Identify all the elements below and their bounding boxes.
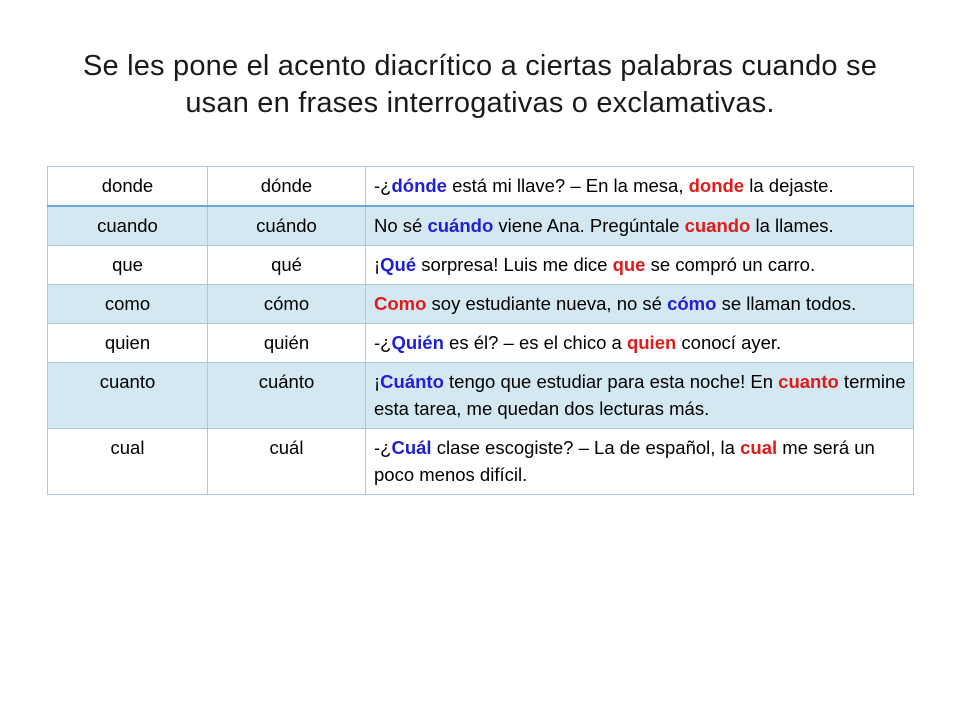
example-text: No sé <box>374 215 428 236</box>
example-text: está mi llave? – En la mesa, <box>446 175 689 196</box>
relative-highlight: cual <box>740 437 778 458</box>
table-body <box>48 167 914 495</box>
relative-highlight: cuando <box>684 215 751 236</box>
relative-highlight: donde <box>688 175 745 196</box>
slide-title-line-1: Se les pone el acento diacrítico a ciertas palabras cuando se <box>82 50 878 82</box>
example-text: la dejaste. <box>744 175 834 196</box>
interrogative-highlight: cuándo <box>427 215 494 236</box>
diacritic-words-table <box>47 166 914 495</box>
plain-word-cell: cuanto <box>48 363 208 429</box>
example-text: tengo que estudiar para esta noche! En <box>443 371 779 392</box>
example-text: -¿ <box>374 175 392 196</box>
plain-word-cell: quien <box>48 324 208 363</box>
accented-word-cell: dónde <box>208 167 366 207</box>
table-row <box>48 246 914 285</box>
interrogative-highlight: Quién <box>391 332 444 353</box>
plain-word-cell: cuando <box>48 206 208 246</box>
example-text: viene Ana. Pregúntale <box>493 215 685 236</box>
plain-word-cell: que <box>48 246 208 285</box>
table-row <box>48 363 914 429</box>
example-text: sorpresa! Luis me dice <box>416 254 613 275</box>
interrogative-highlight: Cuál <box>391 437 432 458</box>
relative-highlight: quien <box>626 332 677 353</box>
accented-word-cell: cuándo <box>208 206 366 246</box>
relative-highlight: cuanto <box>778 371 839 392</box>
example-sentence-cell <box>366 324 914 363</box>
example-text: ¡ <box>374 254 381 275</box>
example-sentence-cell <box>366 363 914 429</box>
relative-highlight: Como <box>374 293 427 314</box>
example-text: clase escogiste? – La de español, la <box>431 437 741 458</box>
example-sentence-cell <box>366 246 914 285</box>
accented-word-cell: cómo <box>208 285 366 324</box>
example-sentence-cell <box>366 206 914 246</box>
slide-title-line-2: usan en frases interrogativas o exclamativas. <box>185 87 775 119</box>
table-row <box>48 206 914 246</box>
interrogative-highlight: Qué <box>380 254 417 275</box>
example-sentence-cell <box>366 429 914 495</box>
example-text: ¡ <box>374 371 381 392</box>
accented-word-cell: cuánto <box>208 363 366 429</box>
example-text: se compró un carro. <box>645 254 816 275</box>
interrogative-highlight: Cuánto <box>380 371 444 392</box>
accented-word-cell: qué <box>208 246 366 285</box>
example-sentence-cell <box>366 285 914 324</box>
example-text: la llames. <box>750 215 834 236</box>
example-text: -¿ <box>374 437 392 458</box>
relative-highlight: que <box>612 254 646 275</box>
example-text: soy estudiante nueva, no sé <box>426 293 668 314</box>
table-row <box>48 429 914 495</box>
example-text: se llaman todos. <box>716 293 857 314</box>
accented-word-cell: cuál <box>208 429 366 495</box>
example-sentence-cell <box>366 167 914 207</box>
plain-word-cell: donde <box>48 167 208 207</box>
table-row <box>48 324 914 363</box>
example-text: termine esta tarea, me quedan dos lecturas más. <box>374 371 906 419</box>
example-text: conocí ayer. <box>676 332 782 353</box>
interrogative-highlight: dónde <box>391 175 447 196</box>
example-text: -¿ <box>374 332 392 353</box>
example-text: es él? – es el chico a <box>443 332 627 353</box>
accented-word-cell: quién <box>208 324 366 363</box>
example-text: me será un poco menos difícil. <box>374 437 875 485</box>
plain-word-cell: como <box>48 285 208 324</box>
table-row <box>48 167 914 207</box>
table-row <box>48 285 914 324</box>
slide-title <box>60 48 900 122</box>
interrogative-highlight: cómo <box>667 293 717 314</box>
plain-word-cell: cual <box>48 429 208 495</box>
